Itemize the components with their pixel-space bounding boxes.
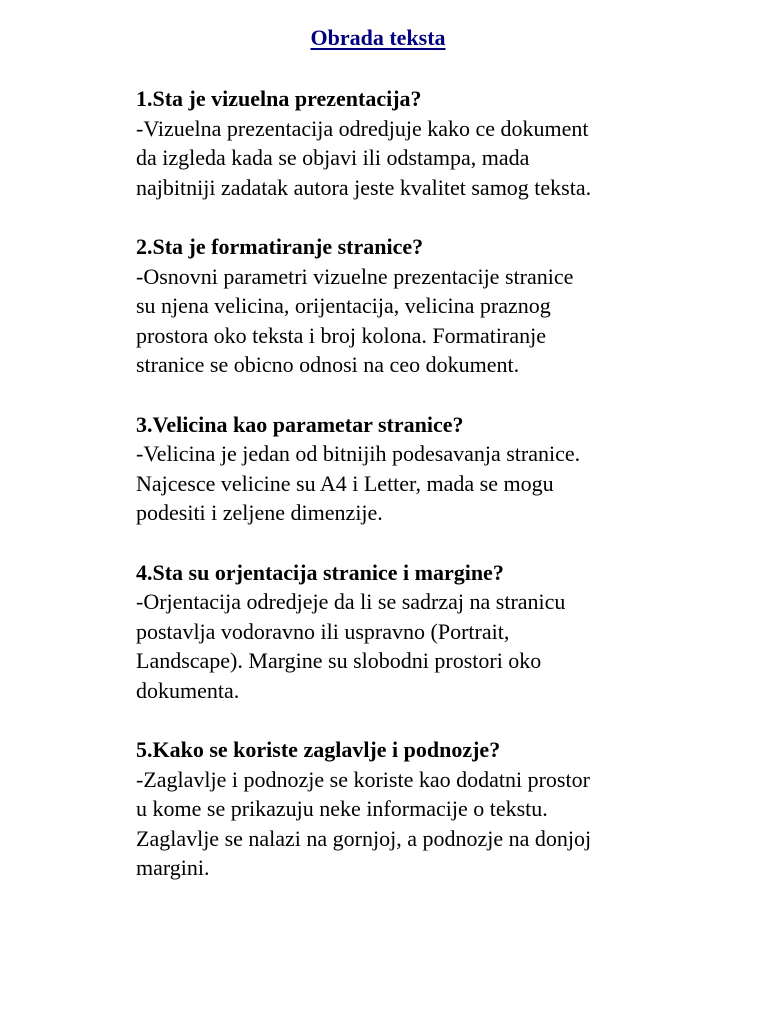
answer-line: -Zaglavlje i podnozje se koriste kao dodatni prostor (136, 766, 590, 792)
answer-line: margini. (136, 855, 210, 881)
qa-section-2 (136, 232, 736, 380)
answer-line: najbitniji zadatak autora jeste kvalitet samog teksta. (136, 174, 592, 200)
answer-line: -Osnovni parametri vizuelne prezentacije stranice (136, 263, 574, 289)
answer-line: postavlja vodoravno ili uspravno (Portrait, (136, 618, 510, 644)
answer-line: u kome se prikazuju neke informacije o tekstu. (136, 796, 548, 822)
question-heading: 3.Velicina kao parametar stranice? (136, 411, 464, 437)
answer-line: su njena velicina, orijentacija, velicina praznog (136, 293, 551, 319)
answer-line: Zaglavlje se nalazi na gornjoj, a podnozje na donjoj (136, 825, 592, 851)
answer-line: -Velicina je jedan od bitnijih podesavanja stranice. (136, 441, 581, 467)
answer-line: dokumenta. (136, 677, 240, 703)
answer-line: -Vizuelna prezentacija odredjuje kako ce dokument (136, 115, 589, 141)
answer-line: Landscape). Margine su slobodni prostori oko (136, 648, 542, 674)
answer-line: stranice se obicno odnosi na ceo dokument. (136, 352, 520, 378)
answer-line: prostora oko teksta i broj kolona. Formatiranje (136, 322, 546, 348)
qa-section-3 (136, 410, 736, 528)
answer-line: Najcesce velicine su A4 i Letter, mada se mogu (136, 470, 554, 496)
question-heading: 1.Sta je vizuelna prezentacija? (136, 86, 422, 111)
question-heading: 5.Kako se koriste zaglavlje i podnozje? (136, 737, 501, 763)
document-title: Obrada teksta (310, 25, 446, 50)
question-heading: 4.Sta su orjentacija stranice i margine? (136, 559, 504, 585)
answer-line: da izgleda kada se objavi ili odstampa, mada (136, 145, 530, 171)
document-body (136, 84, 736, 913)
qa-section-5 (136, 735, 736, 883)
answer-line: -Orjentacija odredjeje da li se sadrzaj na stranicu (136, 589, 566, 615)
qa-section-1 (136, 84, 736, 202)
question-heading: 2.Sta je formatiranje stranice? (136, 233, 424, 259)
qa-section-4 (136, 558, 736, 706)
answer-line: podesiti i zeljene dimenzije. (136, 500, 383, 526)
